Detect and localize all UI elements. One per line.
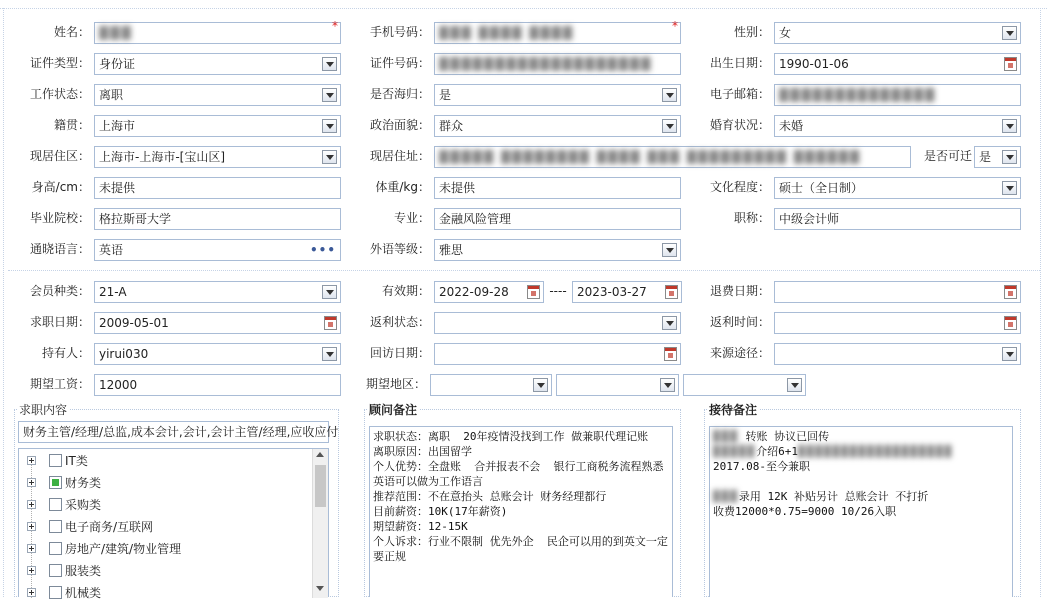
source-label: 来源途径：	[709, 346, 770, 360]
tree-node-apparel[interactable]	[25, 561, 305, 581]
calendar-icon[interactable]	[664, 347, 677, 361]
calendar-icon[interactable]	[1004, 57, 1017, 71]
overseas-label: 是否海归：	[369, 87, 430, 101]
more-icon[interactable]: •••	[309, 243, 336, 257]
consultant-notes-title: 顾问备注	[369, 403, 418, 417]
expand-icon[interactable]	[27, 522, 36, 531]
source-select[interactable]	[774, 343, 1021, 365]
reception-line: 2017.08-至今兼职	[713, 460, 810, 473]
idtype-select[interactable]	[94, 53, 341, 75]
redacted-name: ▓▓▓	[713, 430, 739, 443]
validity-end-field[interactable]	[572, 281, 682, 303]
checkbox-checked[interactable]	[49, 476, 62, 489]
address-value: ▓▓▓▓▓ ▓▓▓▓▓▓▓▓ ▓▓▓▓ ▓▓▓ ▓▓▓▓▓▓▓▓▓ ▓▓▓▓▓▓	[439, 150, 862, 164]
tree-node-label: IT类	[65, 454, 88, 468]
chevron-down-icon[interactable]	[787, 378, 802, 392]
weight-value: 未提供	[439, 181, 476, 195]
holder-value: yirui030	[99, 347, 149, 361]
redacted-name: ▓▓▓	[713, 490, 739, 503]
phone-field[interactable]	[434, 19, 681, 44]
tree-node-label: 采购类	[65, 498, 102, 512]
gender-select[interactable]	[774, 22, 1021, 44]
rebate-time-field[interactable]	[774, 312, 1021, 334]
validity-end-value: 2023-03-27	[577, 285, 647, 299]
job-content-summary-field[interactable]	[18, 421, 339, 443]
email-label: 电子邮箱：	[709, 87, 770, 101]
expand-icon[interactable]	[27, 500, 36, 509]
tree-node-label: 服装类	[65, 564, 102, 578]
checkbox[interactable]	[49, 454, 62, 467]
expand-icon[interactable]	[27, 456, 36, 465]
foreign-level-select[interactable]	[434, 239, 681, 261]
area-value: 上海市-上海市-[宝山区]	[99, 150, 226, 164]
overseas-select[interactable]	[434, 84, 681, 106]
birth-date-field[interactable]	[774, 53, 1021, 75]
foreign-level-label: 外语等级：	[369, 242, 430, 256]
holder-select[interactable]	[94, 343, 341, 365]
reception-line	[713, 489, 1009, 504]
name-field[interactable]	[94, 19, 341, 44]
member-label: 会员种类：	[29, 284, 90, 298]
job-content-summary: 财务主管/经理/总监,成本会计,会计,会计主管/经理,应收应付	[23, 425, 339, 439]
foreign-level-value: 雅思	[439, 243, 464, 257]
phone-label: 手机号码：	[369, 25, 430, 39]
frame-left	[3, 8, 4, 597]
birth-label: 出生日期：	[709, 56, 770, 70]
height-value: 未提供	[99, 181, 136, 195]
region-city-select[interactable]	[556, 374, 679, 396]
calendar-icon[interactable]	[1004, 285, 1017, 299]
weight-label: 体重/kg：	[375, 180, 430, 194]
relocate-value: 是	[979, 150, 992, 164]
idno-label: 证件号码：	[369, 56, 430, 70]
reception-line	[713, 429, 1009, 444]
language-value: 英语	[99, 243, 124, 257]
scroll-down-icon[interactable]	[316, 586, 324, 591]
reception-line-text: 转账 协议已回传	[738, 430, 830, 443]
region-label: 期望地区：	[365, 377, 426, 391]
member-value: 21-A	[99, 285, 127, 299]
education-label: 文化程度：	[709, 180, 770, 194]
revisit-label: 回访日期：	[369, 346, 430, 360]
chevron-down-icon[interactable]	[662, 316, 677, 330]
top-divider	[0, 8, 1047, 9]
salary-value: 12000	[99, 378, 138, 392]
idtype-value: 身份证	[99, 57, 136, 71]
school-value: 格拉斯哥大学	[99, 212, 172, 226]
reception-line: 收费12000*0.75=9000 10/26入职	[713, 505, 897, 518]
calendar-icon[interactable]	[1004, 316, 1017, 330]
job-category-tree[interactable]	[18, 448, 329, 600]
calendar-icon[interactable]	[527, 285, 540, 299]
redacted-text: ▓▓▓▓▓▓▓▓▓▓▓▓▓▓▓▓▓▓	[798, 445, 954, 458]
expand-icon[interactable]	[27, 544, 36, 553]
title-label: 职称：	[733, 211, 770, 225]
reception-line-text: 录用 12K 补贴另计 总账会计 不打折	[738, 490, 929, 503]
tree-scrollbar[interactable]	[312, 449, 328, 598]
phone-value: ▓▓▓ ▓▓▓▓ ▓▓▓▓	[439, 26, 575, 40]
expand-icon[interactable]	[27, 566, 36, 575]
overseas-value: 是	[439, 88, 452, 102]
validity-label: 有效期：	[381, 284, 430, 298]
tree-node-label: 电子商务/互联网	[65, 520, 154, 534]
chevron-down-icon[interactable]	[1002, 119, 1017, 133]
frame-right	[1040, 8, 1041, 597]
area-select[interactable]	[94, 146, 341, 168]
redacted-text: ▓▓▓▓▓	[713, 445, 757, 458]
seek-date-label: 求职日期：	[29, 315, 90, 329]
name-value: ▓▓▓	[99, 26, 133, 40]
scrollbar-thumb[interactable]	[315, 465, 326, 507]
chevron-down-icon[interactable]	[1002, 26, 1017, 40]
consultant-notes-textarea[interactable]: 求职状态：离职 20年疫情没找到工作 做兼职代理记账 离职原因：出国留学 个人优势：全盘账 合并报表不会 银行工商税务流程熟悉 英语可以做为工作语言 推荐范围：不在意抬头 总账会计 财务经理都行 目前薪资：10K(17年薪资) 期望薪资：12-15K 个人诉求：行业不限制 优先外企 民企可以用的到英文一定要正规	[369, 426, 673, 597]
checkbox[interactable]	[49, 498, 62, 511]
political-label: 政治面貌：	[369, 118, 430, 132]
member-select[interactable]	[94, 281, 341, 303]
marital-value: 未婚	[779, 119, 804, 133]
refund-date-label: 退费日期：	[709, 284, 770, 298]
gender-value: 女	[779, 26, 792, 40]
chevron-down-icon[interactable]	[322, 347, 337, 361]
height-label: 身高/cm：	[31, 180, 90, 194]
political-value: 群众	[439, 119, 464, 133]
major-value: 金融风险管理	[439, 212, 512, 226]
job-content-title: 求职内容	[19, 403, 68, 417]
rebate-status-label: 返利状态：	[369, 315, 430, 329]
relocate-select[interactable]	[974, 146, 1021, 168]
required-mark: *	[672, 19, 678, 33]
language-label: 通晓语言：	[29, 242, 90, 256]
political-select[interactable]	[434, 115, 681, 137]
chevron-down-icon[interactable]	[322, 88, 337, 102]
region-province-select[interactable]	[430, 374, 552, 396]
calendar-icon[interactable]	[324, 316, 337, 330]
reception-line	[713, 444, 1009, 459]
weight-field[interactable]	[434, 177, 681, 199]
rebate-status-select[interactable]	[434, 312, 681, 334]
revisit-date-field[interactable]	[434, 343, 681, 365]
tree-node-label: 财务类	[65, 476, 102, 490]
workstatus-select[interactable]	[94, 84, 341, 106]
language-field[interactable]	[94, 239, 341, 261]
tree-node-ecommerce[interactable]	[25, 517, 305, 537]
tree-node-realestate[interactable]	[25, 539, 305, 559]
email-field[interactable]	[774, 84, 1021, 106]
school-field[interactable]	[94, 208, 341, 230]
idno-field[interactable]	[434, 53, 681, 75]
area-label: 现居住区：	[29, 149, 90, 163]
salary-label: 期望工资：	[29, 377, 90, 391]
holder-label: 持有人：	[41, 346, 90, 360]
chevron-down-icon[interactable]	[1002, 150, 1017, 164]
marital-select[interactable]	[774, 115, 1021, 137]
major-label: 专业：	[393, 211, 430, 225]
reception-line-text: 介绍6+1	[756, 445, 798, 458]
salary-field[interactable]	[94, 374, 341, 396]
tree-node-machinery[interactable]	[25, 583, 305, 603]
email-value: ▓▓▓▓▓▓▓▓▓▓▓▓▓▓	[779, 88, 937, 102]
idno-value: ▓▓▓▓▓▓▓▓▓▓▓▓▓▓▓▓▓▓▓	[439, 57, 653, 71]
native-select[interactable]	[94, 115, 341, 137]
chevron-down-icon[interactable]	[662, 243, 677, 257]
birth-value: 1990-01-06	[779, 57, 849, 71]
validity-separator: ----	[549, 284, 567, 298]
tree-node-purchasing[interactable]	[25, 495, 305, 515]
height-field[interactable]	[94, 177, 341, 199]
tree-node-finance[interactable]	[25, 473, 305, 493]
reception-notes-title: 接待备注	[709, 403, 758, 417]
chevron-down-icon[interactable]	[662, 119, 677, 133]
region-district-select[interactable]	[683, 374, 806, 396]
chevron-down-icon[interactable]	[1002, 181, 1017, 195]
section-divider	[8, 270, 1040, 271]
validity-start-value: 2022-09-28	[439, 285, 509, 299]
relocate-label: 是否可迁	[923, 149, 972, 163]
seek-date-value: 2009-05-01	[99, 316, 169, 330]
workstatus-label: 工作状态：	[29, 87, 90, 101]
school-label: 毕业院校：	[29, 211, 90, 225]
reception-line-blank	[713, 474, 1009, 489]
chevron-down-icon[interactable]	[322, 119, 337, 133]
refund-date-field[interactable]	[774, 281, 1021, 303]
tree-node-label: 机械类	[65, 586, 102, 600]
chevron-down-icon[interactable]	[533, 378, 548, 392]
checkbox[interactable]	[49, 520, 62, 533]
chevron-down-icon[interactable]	[662, 88, 677, 102]
name-label: 姓名：	[53, 25, 90, 39]
expand-icon[interactable]	[27, 588, 36, 597]
rebate-time-label: 返利时间：	[709, 315, 770, 329]
checkbox[interactable]	[49, 542, 62, 555]
required-mark: *	[332, 19, 338, 33]
address-label: 现居住址：	[369, 149, 430, 163]
seek-date-field[interactable]	[94, 312, 341, 334]
validity-start-field[interactable]	[434, 281, 544, 303]
chevron-down-icon[interactable]	[322, 285, 337, 299]
native-value: 上海市	[99, 119, 136, 133]
major-field[interactable]	[434, 208, 681, 230]
education-value: 硕士（全日制）	[779, 181, 864, 195]
chevron-down-icon[interactable]	[660, 378, 675, 392]
scroll-up-icon[interactable]	[316, 452, 324, 457]
idtype-label: 证件类型：	[29, 56, 90, 70]
chevron-down-icon[interactable]	[1002, 347, 1017, 361]
gender-label: 性别：	[733, 25, 770, 39]
title-field[interactable]	[774, 208, 1021, 230]
expand-icon[interactable]	[27, 478, 36, 487]
calendar-icon[interactable]	[665, 285, 678, 299]
title-value: 中级会计师	[779, 212, 840, 226]
checkbox[interactable]	[49, 564, 62, 577]
checkbox[interactable]	[49, 586, 62, 599]
address-field[interactable]	[434, 146, 911, 168]
chevron-down-icon[interactable]	[322, 150, 337, 164]
marital-label: 婚育状况：	[709, 118, 770, 132]
reception-notes-textarea[interactable]	[709, 426, 1013, 597]
native-label: 籍贯：	[53, 118, 90, 132]
tree-node-it[interactable]	[25, 451, 305, 471]
education-select[interactable]	[774, 177, 1021, 199]
tree-node-label: 房地产/建筑/物业管理	[65, 542, 182, 556]
chevron-down-icon[interactable]	[322, 57, 337, 71]
workstatus-value: 离职	[99, 88, 124, 102]
